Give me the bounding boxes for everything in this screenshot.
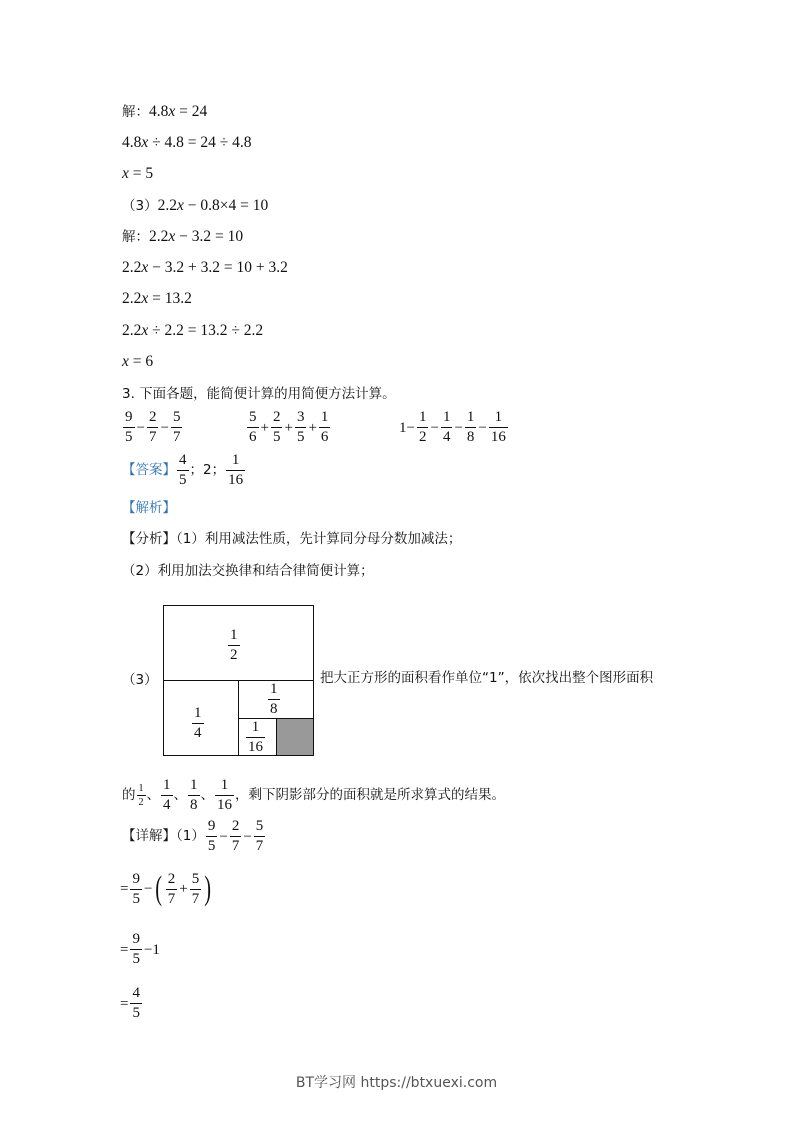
fraction: $\frac{1}{4}$ <box>442 409 451 445</box>
footer-watermark: BT学习网 https://btxuexi.com <box>295 1075 498 1091</box>
fraction: $\frac{5}{7}$ <box>255 818 264 854</box>
shaded-region <box>276 718 314 756</box>
analysis-line-3-text: 把大正方形的面积看作单位“1”，依次找出整个图形面积 <box>320 670 654 686</box>
fraction: $\frac{1}{16}$ <box>228 452 244 488</box>
fraction: $\frac{1}{6}$ <box>320 409 329 445</box>
fraction: $\frac{9}{5}$ <box>132 931 140 967</box>
problem-number: （3） <box>122 198 158 214</box>
question-expression-2: $\frac{5}{6}$ + $\frac{2}{5}$ + $\frac{3}{5}$ + $\frac{1}{6}$ <box>249 409 329 445</box>
analysis-line-2: （2）利用加法交换律和结合律简便计算； <box>122 563 374 579</box>
solution-line-1 <box>122 102 207 122</box>
analysis-line-4: 的 $\frac{1}{2}$ 、 $\frac{1}{4}$ 、 $\frac{1}{8}$ 、 $\frac{1}{16}$ ，剩下阴影部分的面积就是所求算式的结果。 <box>122 777 505 813</box>
fraction: $\frac{9}{5}$ <box>132 870 140 907</box>
fraction: $\frac{9}{5}$ <box>207 818 216 854</box>
solution-line-2 <box>122 133 252 153</box>
fraction: $\frac{1}{2}$ <box>418 409 427 445</box>
solution-prefix: 解： <box>122 229 149 245</box>
analysis-label-line <box>122 498 176 518</box>
detail-line-1: 【详解】（1） $\frac{9}{5}$ − $\frac{2}{7}$ − $\frac{5}{7}$ <box>122 818 264 854</box>
quarter-label: $\frac{1}{4}$ <box>194 705 202 741</box>
solution-line-9 <box>122 352 153 372</box>
fraction: $\frac{1}{16}$ <box>217 777 232 813</box>
analysis-label: 【解析】 <box>122 500 176 516</box>
question-expression-1: $\frac{9}{5}$ − $\frac{2}{7}$ − $\frac{5}{7}$ <box>125 409 181 445</box>
solution-line-5 <box>122 227 243 247</box>
eighth-label: $\frac{1}{8}$ <box>270 681 278 717</box>
question-3-text: 3. 下面各题，能简便计算的用简便方法计算。 <box>122 386 396 402</box>
question-expression-3: 1− $\frac{1}{2}$ − $\frac{1}{4}$ − $\frac{1}{8}$ − $\frac{1}{16}$ <box>399 409 506 445</box>
area-diagram <box>163 605 314 756</box>
fraction: $\frac{5}{6}$ <box>249 409 257 445</box>
fraction: $\frac{2}{5}$ <box>272 409 281 445</box>
fraction: $\frac{9}{5}$ <box>125 409 133 445</box>
fraction: $\frac{1}{16}$ <box>490 409 506 445</box>
problem-3-line <box>122 196 268 216</box>
equation: 2.2x = 13.2 <box>122 290 192 307</box>
half-label: $\frac{1}{2}$ <box>230 627 238 663</box>
fraction: $\frac{2}{7}$ <box>148 409 157 445</box>
fenxi-text: （1）利用减法性质，先计算同分母分数加减法； <box>176 531 462 547</box>
fraction: $\frac{4}{5}$ <box>132 985 140 1021</box>
equation: 2.2x − 3.2 = 10 <box>149 228 244 245</box>
fenxi-line <box>122 529 461 549</box>
solution-line-3 <box>122 164 153 184</box>
solution-line-8 <box>122 321 263 341</box>
equation: x = 5 <box>122 165 154 182</box>
fraction: $\frac{2}{7}$ <box>167 870 176 907</box>
solution-line-6 <box>122 258 288 278</box>
detail-line-4: = $\frac{4}{5}$ <box>120 985 140 1021</box>
fraction: $\frac{5}{7}$ <box>172 409 181 445</box>
equation: 2.2x − 3.2 + 3.2 = 10 + 3.2 <box>122 259 288 276</box>
fraction: $\frac{1}{4}$ <box>163 777 171 813</box>
fraction: $\frac{1}{8}$ <box>190 777 198 813</box>
equation: 4.8x ÷ 4.8 = 24 ÷ 4.8 <box>122 134 252 151</box>
fraction: $\frac{1}{2}$ <box>138 783 144 808</box>
fraction: $\frac{2}{7}$ <box>231 818 240 854</box>
equation: 2.2x − 0.8×4 = 10 <box>157 197 269 214</box>
equation: 4.8x = 24 <box>149 103 208 120</box>
detail-line-2: = $\frac{9}{5}$ −( $\frac{2}{7}$ + $\frac{5}{7}$ ) <box>120 870 212 907</box>
detail-line-3: = $\frac{9}{5}$ −1 <box>120 931 160 967</box>
solution-prefix: 解： <box>122 104 149 120</box>
fenxi-label: 【分析】 <box>122 531 176 547</box>
fraction: $\frac{3}{5}$ <box>296 409 305 445</box>
answer-label: 【答案】 <box>122 462 176 479</box>
fraction: $\frac{4}{5}$ <box>179 452 187 488</box>
fraction: $\frac{1}{8}$ <box>466 409 475 445</box>
fraction: $\frac{5}{7}$ <box>191 870 200 907</box>
equation: x = 6 <box>122 353 154 370</box>
solution-line-7 <box>122 289 192 309</box>
answer-line: 【答案】 $\frac{4}{5}$ ；2； $\frac{1}{16}$ <box>122 452 244 488</box>
sixteenth-label: $\frac{1}{16}$ <box>248 719 263 755</box>
equation: 2.2x ÷ 2.2 = 13.2 ÷ 2.2 <box>122 322 264 339</box>
analysis-line-3-prefix: （3） <box>122 672 158 688</box>
detail-label: 【详解】 <box>122 828 176 845</box>
